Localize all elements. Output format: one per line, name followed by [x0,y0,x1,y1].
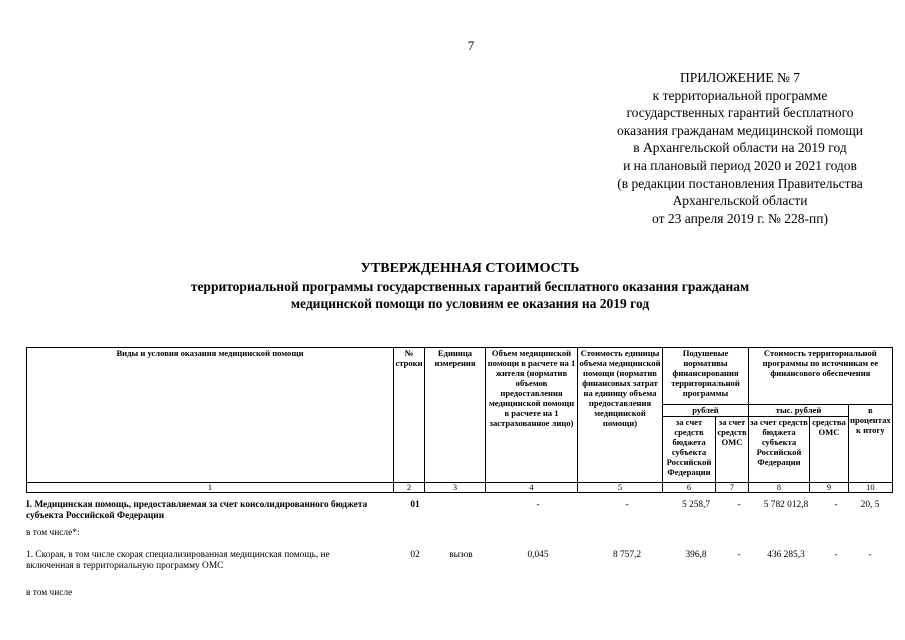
row-unit: вызов [449,550,473,560]
row-t-budget: 436 285,3 [767,550,805,560]
header-t-percent: в процентах к итогу [849,405,893,483]
header-total-unit: тыс. рублей [749,405,849,417]
column-number: 2 [394,483,425,493]
header-t-budget: за счет средств бюджета субъекта Российской Федерации [749,417,810,483]
header-kinds: Виды и условия оказания медицинской помощи [27,348,394,483]
column-number: 10 [849,483,893,493]
table-row [26,528,886,550]
column-number: 8 [749,483,810,493]
row-pc-budget: 5 258,7 [681,500,711,510]
row-code: 01 [410,500,420,510]
row-t-percent: 20, 5 [860,500,880,510]
appendix-line: оказания гражданам медицинской помощи [616,122,864,138]
column-number: 4 [486,483,578,493]
table-body [26,500,886,602]
header-per-capita: Подушевые нормативы финансирования территориальной программы [663,348,749,405]
table-row [26,550,886,588]
appendix-line: к территориальной программе [652,87,828,103]
page-number: 7 [467,38,475,53]
column-number: 1 [27,483,394,493]
row-label: в том числе*: [26,528,80,538]
document-title [60,260,880,312]
appendix-line: и на плановый период 2020 и 2021 годов [623,157,857,173]
column-number: 7 [716,483,749,493]
row-pc-oms: - [737,500,741,510]
header-volume: Объем медицинской помощи в расчете на 1 жителя (норматив объемов предоставления медицинской помощи в расчете на 1 застрахованное лицо) [486,348,578,483]
header-per-capita-unit: рублей [663,405,749,417]
column-number: 5 [578,483,663,493]
column-number: 9 [810,483,849,493]
appendix-line: (в редакции постановления Правительства [617,175,863,191]
row-volume: 0,045 [527,550,549,560]
row-t-percent: - [868,550,872,560]
appendix-line: государственных гарантий бесплатного [626,105,854,121]
appendix-line: ПРИЛОЖЕНИЕ № 7 [679,70,801,85]
row-t-budget: 5 782 012,8 [763,500,809,510]
title-main: УТВЕРЖДЕННАЯ СТОИМОСТЬ [360,261,580,276]
table-row [26,500,886,528]
row-cost: 8 757,2 [612,550,642,560]
table-row [26,588,886,602]
row-t-oms: - [834,500,838,510]
header-t-oms: средства ОМС [810,417,849,483]
row-pc-oms: - [737,550,741,560]
header-row-no: № строки [394,348,425,483]
appendix-note [590,69,890,227]
row-t-oms: - [834,550,838,560]
row-label: 1. Скорая, в том числе скорая специализированная медицинская помощь, не включенная в территориальную программу ОМС [26,550,330,571]
row-code: 02 [410,550,420,560]
row-label: в том числе [26,588,73,598]
header-pc-oms: за счет средств ОМС [716,417,749,483]
row-cost: - [625,500,629,510]
column-number: 3 [425,483,486,493]
column-number: 6 [663,483,716,493]
cost-table-header [26,347,893,493]
appendix-line: от 23 апреля 2019 г. № 228-пп) [652,210,828,226]
title-sub-line-1: территориальной программы государственных гарантий бесплатного оказания гражданам [190,279,750,294]
header-total: Стоимость территориальной программы по источникам ее финансового обеспечения [749,348,893,405]
appendix-line: Архангельской области [672,193,808,209]
header-unit: Единица измерения [425,348,486,483]
title-sub-line-2: медицинской помощи по условиям ее оказания на 2019 год [290,296,650,311]
row-pc-budget: 396,8 [685,550,707,560]
header-pc-budget: за счет средств бюджета субъекта Российской Федерации [663,417,716,483]
row-volume: - [536,500,540,510]
appendix-line: в Архангельской области на 2019 год [633,140,847,156]
header-cost: Стоимость единицы объема медицинской помощи (норматив финансовых затрат на единицу объема предоставления медицинской помощи) [578,348,663,483]
row-label: I. Медицинская помощь, предоставляемая за счет консолидированного бюджета субъекта Российской Федерации [26,500,368,521]
